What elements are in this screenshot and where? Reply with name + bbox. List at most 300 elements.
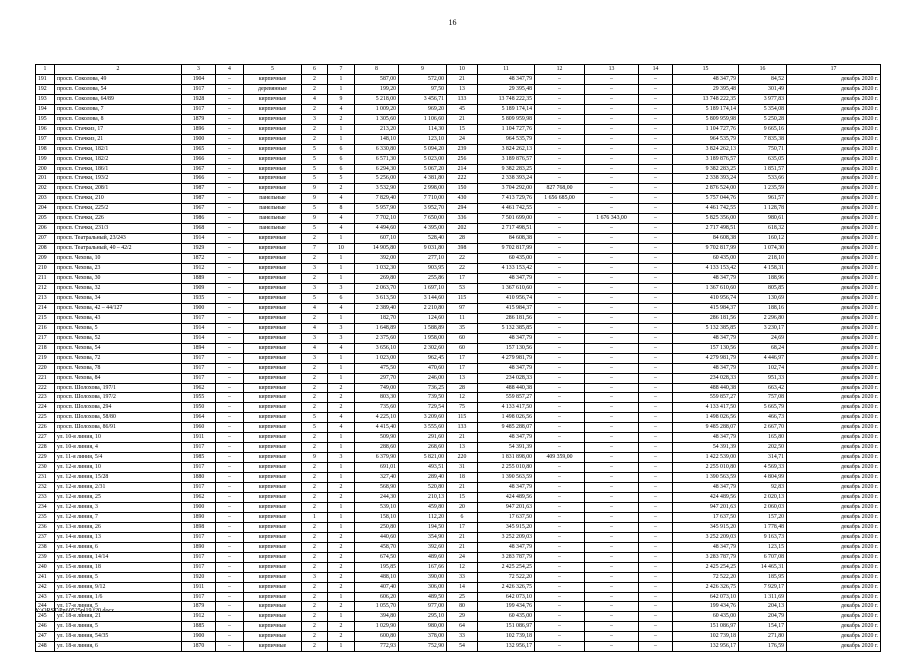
table-row	[36, 353, 881, 363]
table-cell: 227	[36, 433, 55, 443]
table-cell: просп. Чехова, 34	[55, 293, 182, 303]
table-row	[36, 214, 881, 224]
table-cell: 3	[302, 333, 328, 343]
table-cell: 674,50	[355, 552, 399, 562]
table-cell: 394,80	[355, 612, 399, 622]
table-cell: –	[216, 612, 244, 622]
table-cell: 1911	[182, 582, 216, 592]
table-cell: 130,69	[739, 293, 787, 303]
table-cell: 215	[36, 313, 55, 323]
table-cell: –	[639, 512, 673, 522]
table-cell: –	[585, 592, 639, 602]
table-cell: декабрь 2020 г.	[787, 512, 881, 522]
table-cell: 509,90	[355, 433, 399, 443]
table-cell: 2	[302, 622, 328, 632]
table-cell: 4	[302, 94, 328, 104]
table-cell: –	[585, 373, 639, 383]
table-row	[36, 602, 881, 612]
table-cell: 84 608,38	[478, 234, 535, 244]
table-cell: декабрь 2020 г.	[787, 104, 881, 114]
table-cell: 60 435,00	[673, 612, 739, 622]
table-cell: 6	[328, 144, 355, 154]
table-cell: –	[639, 622, 673, 632]
table-cell: –	[639, 592, 673, 602]
table-cell: 54 391,39	[478, 443, 535, 453]
table-cell: 2	[302, 612, 328, 622]
table-cell: –	[535, 283, 585, 293]
table-cell: 2	[328, 622, 355, 632]
table-cell: 13	[447, 373, 478, 383]
table-cell: 488 440,38	[673, 383, 739, 393]
table-cell: 5	[302, 144, 328, 154]
table-cell: –	[216, 592, 244, 602]
table-cell: –	[216, 443, 244, 453]
table-cell: –	[639, 373, 673, 383]
table-cell: –	[216, 124, 244, 134]
table-cell: 218	[36, 343, 55, 353]
column-number-cell: 5	[244, 65, 302, 75]
table-cell: 176,59	[739, 642, 787, 652]
table-row	[36, 363, 881, 373]
table-cell: 3	[302, 114, 328, 124]
table-cell: 1911	[182, 433, 216, 443]
table-cell: 2	[302, 463, 328, 473]
table-cell: –	[535, 642, 585, 652]
table-cell: –	[535, 74, 585, 84]
table-cell: –	[216, 74, 244, 84]
column-number-row	[36, 65, 881, 75]
table-cell: 947 201,63	[478, 502, 535, 512]
table-cell: –	[585, 144, 639, 154]
table-cell: 410 956,74	[673, 293, 739, 303]
table-cell: –	[639, 473, 673, 483]
table-cell: 11	[447, 313, 478, 323]
table-cell: 160,12	[739, 234, 787, 244]
table-cell: кирпичные	[244, 323, 302, 333]
table-cell: 2 667,70	[739, 423, 787, 433]
table-row	[36, 592, 881, 602]
table-cell: –	[639, 194, 673, 204]
table-cell: –	[216, 283, 244, 293]
table-cell: –	[639, 104, 673, 114]
table-cell: 488 440,38	[478, 383, 535, 393]
table-cell: кирпичные	[244, 144, 302, 154]
table-cell: 1966	[182, 174, 216, 184]
table-cell: –	[216, 363, 244, 373]
table-cell: кирпичные	[244, 592, 302, 602]
table-cell: 2	[302, 104, 328, 114]
table-cell: 3 252 209,03	[478, 532, 535, 542]
table-cell: 2	[302, 522, 328, 532]
table-row	[36, 453, 881, 463]
table-cell: –	[639, 244, 673, 254]
table-cell: 2	[302, 74, 328, 84]
table-cell: 289,40	[399, 473, 447, 483]
table-cell: 191	[36, 74, 55, 84]
table-cell: 2 255 010,80	[478, 463, 535, 473]
table-cell: 3	[328, 323, 355, 333]
table-cell: –	[216, 274, 244, 284]
table-cell: 9 382 283,25	[478, 164, 535, 174]
table-cell: 409 359,00	[535, 453, 585, 463]
table-cell: 72 522,20	[478, 572, 535, 582]
table-cell: 7 650,00	[399, 214, 447, 224]
table-cell: 48 347,79	[478, 483, 535, 493]
table-cell: 2 426 326,75	[478, 582, 535, 592]
table-cell: 2	[302, 433, 328, 443]
table-cell: 4 395,00	[399, 224, 447, 234]
table-cell: просп. Шолохова, 58/80	[55, 413, 182, 423]
table-cell: кирпичные	[244, 104, 302, 114]
table-cell: 233	[36, 492, 55, 502]
table-cell: 2	[328, 483, 355, 493]
table-cell: 1917	[182, 463, 216, 473]
table-cell: 48 347,79	[478, 542, 535, 552]
table-cell: 2	[302, 124, 328, 134]
table-cell: 48 347,79	[673, 483, 739, 493]
table-cell: просп. Шолохова, 86/91	[55, 423, 182, 433]
table-row	[36, 204, 881, 214]
table-cell: –	[585, 174, 639, 184]
table-row	[36, 473, 881, 483]
table-cell: 4 133 417,50	[673, 403, 739, 413]
table-cell: 72 522,20	[673, 572, 739, 582]
table-cell: 2 063,70	[355, 283, 399, 293]
table-cell: 961,57	[739, 194, 787, 204]
table-cell: –	[585, 283, 639, 293]
table-cell: просп. Соколова, 64/89	[55, 94, 182, 104]
table-cell: –	[585, 383, 639, 393]
table-cell: 4 461 742,55	[673, 204, 739, 214]
table-cell: декабрь 2020 г.	[787, 532, 881, 542]
table-cell: –	[216, 512, 244, 522]
table-cell: –	[639, 134, 673, 144]
table-cell: –	[585, 582, 639, 592]
table-cell: –	[585, 303, 639, 313]
table-cell: –	[585, 204, 639, 214]
table-cell: декабрь 2020 г.	[787, 403, 881, 413]
table-cell: кирпичные	[244, 602, 302, 612]
table-cell: 1985	[182, 453, 216, 463]
table-cell: декабрь 2020 г.	[787, 84, 881, 94]
table-cell: 407,40	[355, 582, 399, 592]
table-cell: просп. Чехова, 23	[55, 264, 182, 274]
table-cell: 1964	[182, 413, 216, 423]
table-cell: декабрь 2020 г.	[787, 283, 881, 293]
table-cell: 2	[328, 572, 355, 582]
table-cell: кирпичные	[244, 234, 302, 244]
table-cell: 234 028,33	[673, 373, 739, 383]
table-cell: 5 218,00	[355, 94, 399, 104]
table-cell: 1	[328, 313, 355, 323]
table-cell: декабрь 2020 г.	[787, 174, 881, 184]
table-cell: 962,45	[399, 353, 447, 363]
table-cell: декабрь 2020 г.	[787, 632, 881, 642]
table-cell: 1987	[182, 184, 216, 194]
table-cell: 225	[36, 413, 55, 423]
table-row	[36, 234, 881, 244]
table-cell: 691,01	[355, 463, 399, 473]
table-cell: 97,50	[399, 84, 447, 94]
table-cell: 196	[36, 124, 55, 134]
table-cell: –	[639, 562, 673, 572]
table-cell: 238	[36, 542, 55, 552]
table-cell: 2	[302, 532, 328, 542]
table-cell: –	[639, 214, 673, 224]
table-cell: 48 347,79	[673, 363, 739, 373]
table-cell: 2	[328, 552, 355, 562]
column-number-cell: 11	[478, 65, 535, 75]
table-cell: 4 133 153,42	[478, 264, 535, 274]
table-cell: 13	[447, 84, 478, 94]
table-cell: декабрь 2020 г.	[787, 313, 881, 323]
table-cell: 151 086,97	[478, 622, 535, 632]
table-cell: кирпичные	[244, 612, 302, 622]
table-cell: 148,10	[355, 134, 399, 144]
table-cell: –	[585, 483, 639, 493]
table-cell: 1917	[182, 592, 216, 602]
table-cell: 1900	[182, 134, 216, 144]
table-cell: декабрь 2020 г.	[787, 353, 881, 363]
table-cell: 327,40	[355, 473, 399, 483]
table-cell: 559 857,27	[478, 393, 535, 403]
table-cell: 9	[302, 453, 328, 463]
table-cell: –	[639, 443, 673, 453]
table-cell: –	[639, 453, 673, 463]
table-row	[36, 423, 881, 433]
table-cell: 25	[447, 592, 478, 602]
table-cell: 2 060,03	[739, 502, 787, 512]
table-cell: 123,15	[739, 542, 787, 552]
table-cell: –	[585, 194, 639, 204]
table-cell: кирпичные	[244, 473, 302, 483]
table-cell: 489,60	[399, 552, 447, 562]
table-cell: просп. Стачки, 193/2	[55, 174, 182, 184]
table-cell: 244,30	[355, 492, 399, 502]
table-cell: 749,00	[355, 383, 399, 393]
table-cell: –	[585, 463, 639, 473]
table-cell: деревянные	[244, 84, 302, 94]
table-cell: –	[639, 582, 673, 592]
table-cell: –	[216, 483, 244, 493]
table-cell: –	[535, 522, 585, 532]
table-cell: 1 009,20	[355, 104, 399, 114]
table-cell: 572,00	[399, 74, 447, 84]
table-row	[36, 333, 881, 343]
column-number-cell: 15	[673, 65, 739, 75]
table-cell: 1 104 727,76	[478, 124, 535, 134]
table-cell: 1	[328, 473, 355, 483]
table-cell: –	[216, 224, 244, 234]
table-cell: 4 415,40	[355, 423, 399, 433]
table-cell: 4 133 417,50	[478, 403, 535, 413]
table-cell: –	[535, 154, 585, 164]
table-cell: –	[585, 622, 639, 632]
table-cell: 430	[447, 194, 478, 204]
table-cell: –	[639, 254, 673, 264]
table-cell: 1	[328, 463, 355, 473]
table-cell: кирпичные	[244, 512, 302, 522]
table-cell: 1	[328, 134, 355, 144]
table-cell: 5 809 959,98	[673, 114, 739, 124]
table-cell: 1917	[182, 443, 216, 453]
table-cell: 4	[328, 423, 355, 433]
table-cell: 1	[328, 74, 355, 84]
table-cell: 5 825 356,00	[673, 214, 739, 224]
table-cell: –	[535, 254, 585, 264]
table-cell: –	[535, 84, 585, 94]
table-cell: 4 158,31	[739, 264, 787, 274]
table-cell: просп. Чехова, 10	[55, 254, 182, 264]
table-cell: просп. Театральный, 23/243	[55, 234, 182, 244]
table-cell: –	[639, 114, 673, 124]
table-cell: –	[216, 174, 244, 184]
table-cell: ул. 14-я линия, 6	[55, 542, 182, 552]
table-cell: 1900	[182, 632, 216, 642]
table-cell: 4 569,33	[739, 463, 787, 473]
table-cell: 3	[302, 353, 328, 363]
table-cell: 6	[328, 164, 355, 174]
table-cell: –	[535, 502, 585, 512]
table-cell: 2 717 498,51	[478, 224, 535, 234]
table-cell: –	[216, 473, 244, 483]
table-cell: декабрь 2020 г.	[787, 234, 881, 244]
table-cell: –	[585, 234, 639, 244]
table-cell: 533,66	[739, 174, 787, 184]
table-cell: 1	[328, 522, 355, 532]
table-cell: 2 338 393,24	[478, 174, 535, 184]
column-number-cell: 17	[787, 65, 881, 75]
table-cell: 102 739,18	[673, 632, 739, 642]
table-cell: 182,70	[355, 313, 399, 323]
table-cell: –	[535, 363, 585, 373]
table-cell: 195,85	[355, 562, 399, 572]
table-cell: 202	[36, 184, 55, 194]
table-cell: кирпичные	[244, 642, 302, 652]
table-cell: –	[639, 164, 673, 174]
table-cell: кирпичные	[244, 403, 302, 413]
table-cell: 228	[36, 443, 55, 453]
table-cell: декабрь 2020 г.	[787, 552, 881, 562]
table-cell: кирпичные	[244, 303, 302, 313]
table-row	[36, 84, 881, 94]
table-cell: декабрь 2020 г.	[787, 134, 881, 144]
table-cell: 48 347,79	[673, 274, 739, 284]
table-cell: –	[639, 642, 673, 652]
table-cell: 1 648,89	[355, 323, 399, 333]
table-cell: 15	[447, 124, 478, 134]
table-cell: 1917	[182, 532, 216, 542]
table-cell: 410 956,74	[478, 293, 535, 303]
table-cell: 903,95	[399, 264, 447, 274]
table-cell: –	[639, 293, 673, 303]
table-cell: 1987	[182, 194, 216, 204]
table-cell: 7 710,00	[399, 194, 447, 204]
table-cell: –	[216, 303, 244, 313]
table-cell: 1 311,69	[739, 592, 787, 602]
table-cell: просп. Стачки, 226	[55, 214, 182, 224]
table-cell: –	[639, 383, 673, 393]
table-cell: –	[535, 234, 585, 244]
table-cell: 378,00	[399, 632, 447, 642]
table-cell: декабрь 2020 г.	[787, 492, 881, 502]
table-cell: 1 055,70	[355, 602, 399, 612]
table-cell: 60	[447, 343, 478, 353]
table-cell: 739,50	[399, 393, 447, 403]
table-cell: –	[535, 542, 585, 552]
table-cell: –	[585, 632, 639, 642]
table-cell: 1870	[182, 642, 216, 652]
table-cell: 827 768,00	[535, 184, 585, 194]
table-cell: –	[585, 363, 639, 373]
table-cell: –	[585, 164, 639, 174]
table-cell: 1	[328, 612, 355, 622]
table-cell: 4	[328, 224, 355, 234]
table-cell: –	[639, 234, 673, 244]
table-row	[36, 293, 881, 303]
table-cell: 1914	[182, 323, 216, 333]
table-cell: кирпичные	[244, 94, 302, 104]
table-cell: 205	[36, 214, 55, 224]
column-number-cell: 8	[355, 65, 399, 75]
table-cell: 48 347,79	[673, 74, 739, 84]
table-cell: 980,00	[399, 622, 447, 632]
table-cell: кирпичные	[244, 622, 302, 632]
table-cell: ул. 12-я линия, 3	[55, 502, 182, 512]
table-cell: 1 656 685,00	[535, 194, 585, 204]
table-cell: просп. Стачки, 210	[55, 194, 182, 204]
table-cell: –	[585, 184, 639, 194]
table-row	[36, 313, 881, 323]
table-cell: 2	[302, 443, 328, 453]
table-cell: 4 494,60	[355, 224, 399, 234]
table-cell: 5	[302, 413, 328, 423]
table-cell: 4	[328, 214, 355, 224]
table-cell: 587,00	[355, 74, 399, 84]
table-cell: 5 354,08	[739, 104, 787, 114]
table-cell: ул. 15-я линия, 14/14	[55, 552, 182, 562]
table-cell: 805,85	[739, 283, 787, 293]
table-cell: 115	[447, 413, 478, 423]
table-cell: 9 382 283,25	[673, 164, 739, 174]
table-cell: 1 958,00	[399, 333, 447, 343]
table-cell: –	[535, 293, 585, 303]
table-cell: 48 347,79	[673, 333, 739, 343]
table-cell: ул. 12-я линия, 15/28	[55, 473, 182, 483]
table-cell: 9 665,16	[739, 124, 787, 134]
table-cell: 2	[302, 274, 328, 284]
table-cell: 1935	[182, 293, 216, 303]
table-row	[36, 492, 881, 502]
table-cell: 1968	[182, 224, 216, 234]
table-cell: 3 283 787,79	[673, 552, 739, 562]
table-cell: 3 555,60	[399, 423, 447, 433]
table-cell: 4 804,99	[739, 473, 787, 483]
table-cell: –	[585, 423, 639, 433]
table-cell: декабрь 2020 г.	[787, 154, 881, 164]
table-cell: 2 338 393,24	[673, 174, 739, 184]
table-cell: 248	[36, 642, 55, 652]
table-cell: декабрь 2020 г.	[787, 453, 881, 463]
table-cell: просп. Соколова, 7	[55, 104, 182, 114]
table-cell: 2	[302, 592, 328, 602]
table-cell: 31	[447, 463, 478, 473]
table-cell: кирпичные	[244, 174, 302, 184]
table-cell: 2	[328, 393, 355, 403]
table-cell: 803,30	[355, 393, 399, 403]
table-cell: декабрь 2020 г.	[787, 423, 881, 433]
table-row	[36, 184, 881, 194]
